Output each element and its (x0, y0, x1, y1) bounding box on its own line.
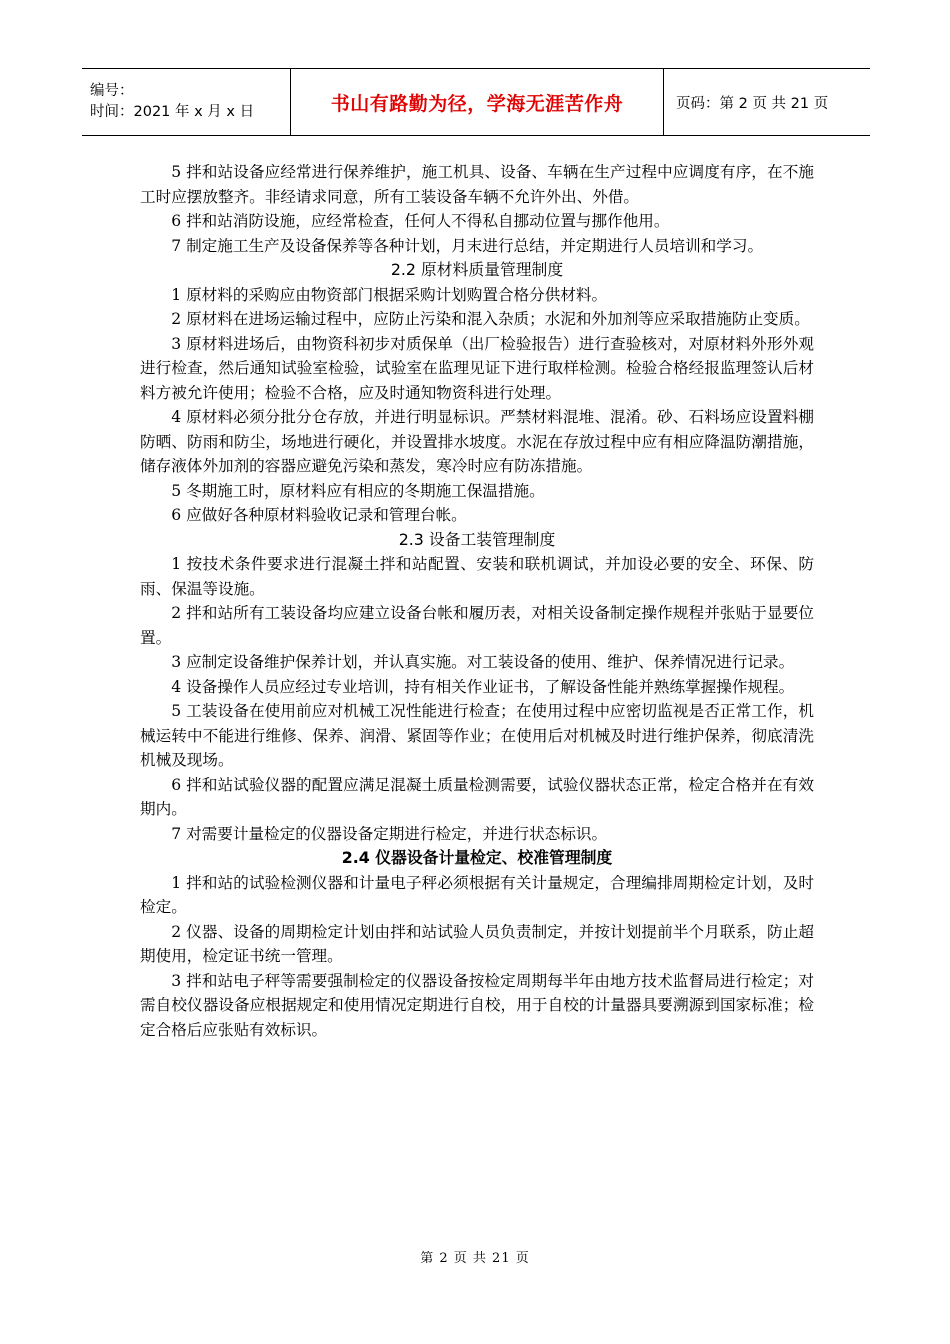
header-motto: 书山有路勤为径，学海无涯苦作舟 (330, 92, 624, 115)
section-heading: 2.4 仪器设备计量检定、校准管理制度 (341, 848, 613, 867)
document-number-label: 编号： (90, 83, 134, 99)
body-paragraph: 3 拌和站电子秤等需要强制检定的仪器设备按检定周期每半年由地方技术监督局进行检定；对需自校仪器设备应根据规定和使用情况定期进行自校，用于自校的计量器具要溯源到国家标准；检定合格后应张贴有效标识。 (140, 971, 814, 1039)
body-paragraph: 3 应制定设备维护保养计划，并认真实施。对工装设备的使用、维护、保养情况进行记录。 (171, 653, 795, 671)
body-paragraph: 5 拌和站设备应经常进行保养维护，施工机具、设备、车辆在生产过程中应调度有序，在不施工时应摆放整齐。非经请求同意，所有工装设备车辆不允许外出、外借。 (140, 163, 814, 206)
body-paragraph: 7 制定施工生产及设备保养等各种计划，月末进行总结，并定期进行人员培训和学习。 (171, 236, 764, 255)
header-meta (82, 69, 291, 136)
section-heading: 2.2 原材料质量管理制度 (390, 260, 564, 279)
body-paragraph: 5 工装设备在使用前应对机械工况性能进行检查；在使用过程中应密切监视是否正常工作，机械运转中不能进行维修、保养、润滑、紧固等作业；在使用后对机械及时进行维护保养，彻底清洗机械及现场。 (140, 702, 814, 769)
section-heading: 2.3 设备工装管理制度 (398, 529, 556, 549)
body-paragraph: 2 拌和站所有工装设备均应建立设备台帐和履历表，对相关设备制定操作规程并张贴于显要位置。 (140, 604, 814, 647)
document-body (140, 160, 814, 1042)
document-header (82, 68, 870, 136)
document-date: 时间：2021 年 x 月 x 日 (90, 104, 255, 120)
body-paragraph: 1 原材料的采购应由物资部门根据采购计划购置合格分供材料。 (171, 285, 608, 304)
body-paragraph: 3 原材料进场后，由物资科初步对质保单（出厂检验报告）进行查验核对，对原材料外形外观进行检查，然后通知试验室检验，试验室在监理见证下进行取样检测。检验合格经报监理签认后材料方被允许使用；检验不合格，应及时通知物资科进行处理。 (140, 334, 814, 402)
body-paragraph: 5 冬期施工时，原材料应有相应的冬期施工保温措施。 (171, 481, 545, 500)
body-paragraph: 6 拌和站试验仪器的配置应满足混凝土质量检测需要，试验仪器状态正常，检定合格并在有效期内。 (140, 775, 814, 818)
body-paragraph: 7 对需要计量检定的仪器设备定期进行检定，并进行状态标识。 (171, 824, 608, 843)
body-paragraph: 6 应做好各种原材料验收记录和管理台帐。 (171, 506, 467, 524)
body-paragraph: 1 按技术条件要求进行混凝土拌和站配置、安装和联机调试，并加设必要的安全、环保、防雨、保温等设施。 (140, 555, 814, 598)
body-paragraph: 2 仪器、设备的周期检定计划由拌和站试验人员负责制定，并按计划提前半个月联系，防止超期使用，检定证书统一管理。 (140, 922, 814, 965)
body-paragraph: 1 拌和站的试验检测仪器和计量电子秤必须根据有关计量规定，合理编排周期检定计划，及时检定。 (140, 873, 814, 916)
header-motto-cell (291, 69, 664, 136)
body-paragraph: 2 原材料在进场运输过程中，应防止污染和混入杂质；水泥和外加剂等应采取措施防止变质。 (171, 310, 810, 328)
body-paragraph: 4 原材料必须分批分仓存放，并进行明显标识。严禁材料混堆、混淆。砂、石料场应设置料棚防晒、防雨和防尘，场地进行硬化，并设置排水坡度。水泥在存放过程中应有相应降温防潮措施，储存液体外加剂的容器应避免污染和蒸发，寒冷时应有防冻措施。 (140, 408, 814, 475)
page-footer: 第 2 页 共 21 页 (420, 1251, 530, 1266)
body-paragraph: 6 拌和站消防设施，应经常检查，任何人不得私自挪动位置与挪作他用。 (171, 212, 670, 230)
header-page-info: 页码：第 2 页 共 21 页 (664, 69, 871, 136)
body-paragraph: 4 设备操作人员应经过专业培训，持有相关作业证书，了解设备性能并熟练掌握操作规程。 (171, 677, 795, 696)
